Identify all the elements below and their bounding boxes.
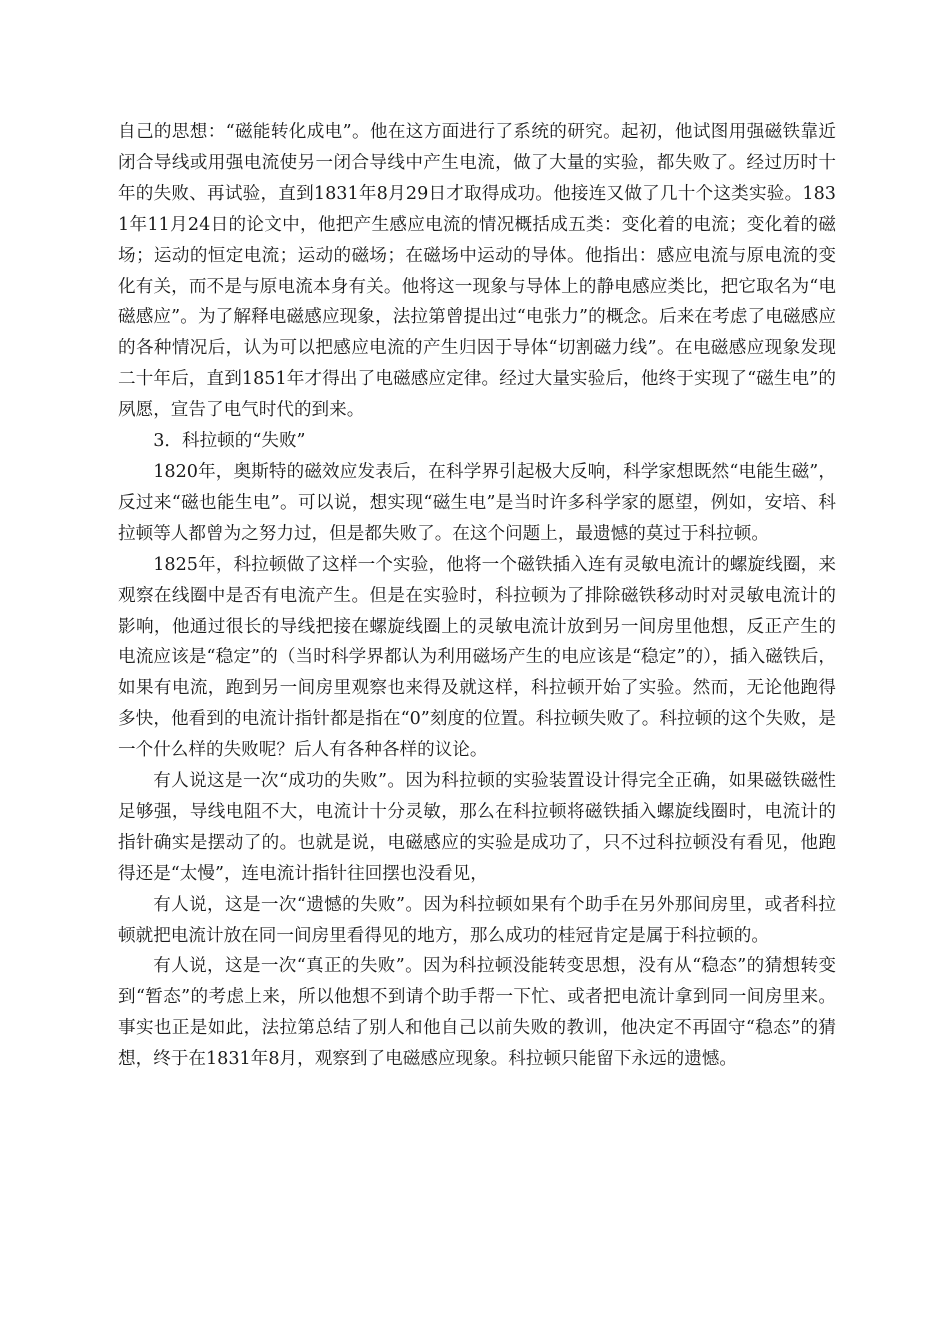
- document-body: [118, 117, 836, 1075]
- paragraph-colladon-experiment: 1825年，科拉顿做了这样一个实验，他将一个磁铁插入连有灵敏电流计的螺旋线圈，来观察在线圈中是否有电流产生。但是在实验时，科拉顿为了排除磁铁移动时对灵敏电流计的影响，他通过很长的导线把接在螺旋线圈上的灵敏电流计放到另一间房里他想，反正产生的电流应该是“稳定”的（当时科学界都认为利用磁场产生的电应该是“稳定”的），插入磁铁后，如果有电流，跑到另一间房里观察也来得及就这样，科拉顿开始了实验。然而，无论他跑得多快，他看到的电流计指针都是指在“0”刻度的位置。科拉顿失败了。科拉顿的这个失败，是一个什么样的失败呢？后人有各种各样的议论。: [118, 554, 836, 761]
- paragraph-regrettable-failure: 有人说，这是一次“遗憾的失败”。因为科拉顿如果有个助手在另外那间房里，或者科拉顿就把电流计放在同一间房里看得见的地方，那么成功的桂冠肯定是属于科拉顿的。: [118, 894, 836, 946]
- section-heading-colladon-failure: 3．科拉顿的“失败”: [153, 431, 306, 452]
- paragraph-oersted-effect: 1820年，奥斯特的磁效应发表后，在科学界引起极大反响，科学家想既然“电能生磁”，反过来“磁也能生电”。可以说，想实现“磁生电”是当时许多科学家的愿望，例如，安培、科拉顿等人都曾为之努力过，但是都失败了。在这个问题上，最遗憾的莫过于科拉顿。: [118, 461, 836, 544]
- paragraph-true-failure: 有人说，这是一次“真正的失败”。因为科拉顿没能转变思想，没有从“稳态”的猜想转变到“暂态”的考虑上来，所以他想不到请个助手帮一下忙、或者把电流计拿到同一间房里来。事实也正是如此，法拉第总结了别人和他自己以前失败的教训，他决定不再固守“稳态”的猜想，终于在1831年8月，观察到了电磁感应现象。科拉顿只能留下永远的遗憾。: [118, 956, 836, 1070]
- paragraph-successful-failure: 有人说这是一次“成功的失败”。因为科拉顿的实验装置设计得完全正确，如果磁铁磁性足够强，导线电阻不大，电流计十分灵敏，那么在科拉顿将磁铁插入螺旋线圈时，电流计的指针确实是摆动了的。也就是说，电磁感应的实验是成功了，只不过科拉顿没有看见，他跑得还是“太慢”，连电流计指针往回摆也没看见，: [118, 771, 836, 884]
- paragraph-faraday-research: 自己的思想：“磁能转化成电”。他在这方面进行了系统的研究。起初，他试图用强磁铁靠近闭合导线或用强电流使另一闭合导线中产生电流，做了大量的实验，都失败了。经过历时十年的失败、再试验，直到1831年8月29日才取得成功。他接连又做了几十个这类实验。1831年11月24日的论文中，他把产生感应电流的情况概括成五类：变化着的电流；变化着的磁场；运动的恒定电流；运动的磁场；在磁场中运动的导体。他指出：感应电流与原电流的变化有关，而不是与原电流本身有关。他将这一现象与导体上的静电感应类比，把它取名为“电磁感应”。为了解释电磁感应现象，法拉第曾提出过“电张力”的概念。后来在考虑了电磁感应的各种情况后，认为可以把感应电流的产生归因于导体“切割磁力线”。在电磁感应现象发现二十年后，直到1851年才得出了电磁感应定律。经过大量实验后，他终于实现了“磁生电”的夙愿，宣告了电气时代的到来。: [118, 122, 836, 421]
